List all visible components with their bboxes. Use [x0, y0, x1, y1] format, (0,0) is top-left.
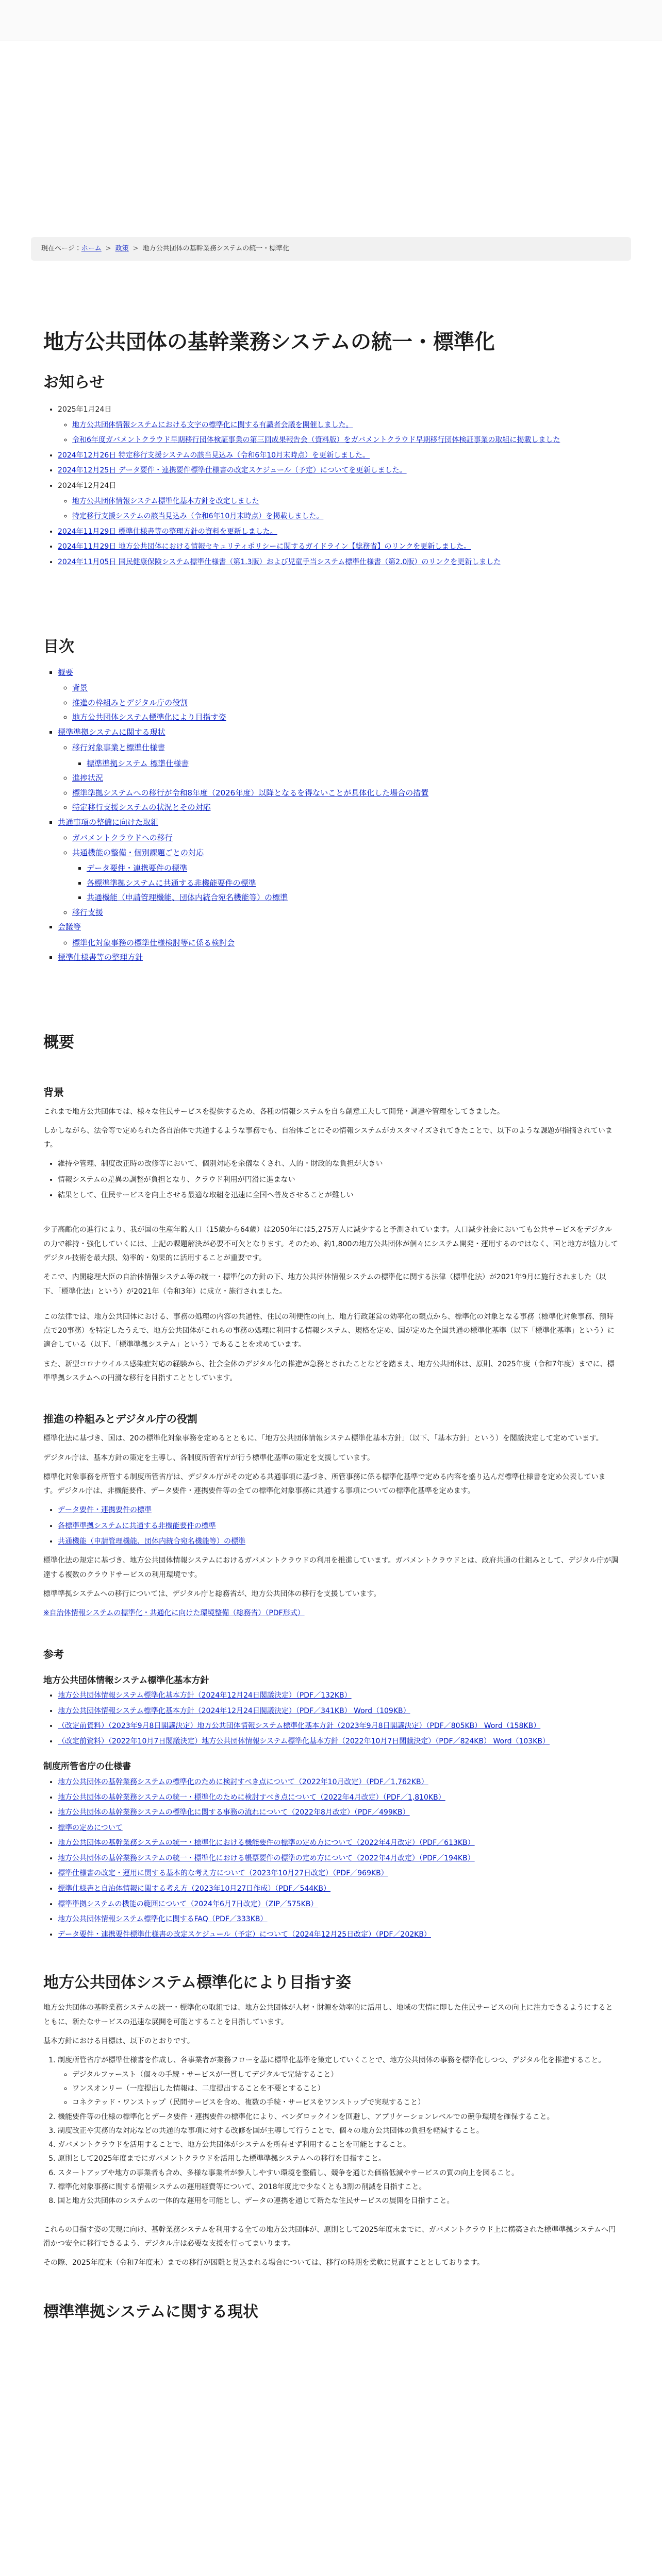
- table-of-contents: [43, 665, 619, 965]
- goal-item: [58, 2110, 619, 2124]
- toc-item: [87, 890, 619, 905]
- background-paragraph: これまで地方公共団体では、様々な住民サービスを提供するため、各種の情報システムを自ら創意工夫して開発・調達や管理をしてきました。: [43, 1107, 505, 1116]
- news-item: [58, 479, 619, 523]
- toc-item: [72, 696, 619, 710]
- goal-item-text: 原則として2025年度までにガバメントクラウドを活用した標準準拠システムへの移行を目指すこと。: [58, 2155, 386, 2163]
- toc-link[interactable]: 概要: [58, 667, 74, 677]
- breadcrumb-prefix: 現在ページ：: [41, 244, 81, 252]
- goal-heading: 地方公共団体システム標準化により目指す姿: [43, 1974, 351, 1992]
- reference-item: [58, 1735, 619, 1749]
- news-item-text[interactable]: 2024年12月26日 特定移行支援システムの該当見込み（令和6年10月末時点）を更新しました。: [58, 451, 370, 460]
- news-section: [43, 403, 619, 569]
- reference-subheading: 地方公共団体情報システム標準化基本方針: [43, 1675, 209, 1686]
- framework-paragraph: 標準準拠システムへの移行については、デジタル庁と総務省が、地方公共団体の移行を支援しています。: [43, 1589, 381, 1598]
- news-heading: お知らせ: [43, 374, 105, 392]
- framework-link[interactable]: データ要件・連携要件の標準: [58, 1506, 152, 1515]
- news-list: [43, 403, 619, 569]
- reference-link[interactable]: 標準仕様書と自治体情報に関する考え方（2023年10月27日作成）（PDF／544KB）: [58, 1885, 331, 1893]
- goal-section: [43, 2001, 619, 2270]
- toc-link[interactable]: 標準準拠システムへの移行が令和8年度（2026年度）以降となるを得ないことが具体化した場合の措置: [72, 788, 429, 798]
- reference-item: [58, 1821, 619, 1835]
- toc-item: [87, 756, 619, 771]
- news-item: [58, 525, 619, 539]
- framework-note-link[interactable]: ※自治体情報システムの標準化・共通化に向けた環境整備（総務省）（PDF形式）: [43, 1609, 305, 1618]
- goal-item: [58, 2138, 619, 2152]
- news-item-text[interactable]: 2024年11月29日 地方公共団体における情報セキュリティポリシーに関するガイドライン【総務省】のリンクを更新しました。: [58, 543, 471, 551]
- toc-item: [58, 725, 619, 815]
- reference-subheading: 制度所管省庁の仕様書: [43, 1761, 131, 1772]
- reference-link[interactable]: 地方公共団体の基幹業務システムの統一・標準化のために検討すべき点について（2022年4月改定）（PDF／1,810KB）: [58, 1793, 445, 1802]
- framework-link[interactable]: 各標準準拠システムに共通する非機能要件の標準: [58, 1521, 216, 1530]
- goal-item-text: 国と地方公共団体のシステムの一体的な運用を可能とし、データの連携を通じて新たな住民サービスの展開を目指すこと。: [58, 2197, 454, 2206]
- reference-list-1: [43, 1689, 619, 1748]
- news-subitem-link[interactable]: 特定移行支援システムの該当見込み（令和6年10月末時点）を掲載しました。: [72, 512, 324, 521]
- reference-heading: 参考: [43, 1648, 64, 1660]
- toc-link[interactable]: 会議等: [58, 922, 81, 932]
- goal-paragraph: 基本方針における目標は、以下のとおりです。: [43, 2037, 194, 2046]
- toc-link[interactable]: 標準準拠システム 標準仕様書: [87, 758, 189, 768]
- reference-link[interactable]: 地方公共団体の基幹業務システムの標準化のために検討すべき点について（2022年10月改定）（PDF／1,762KB）: [58, 1777, 428, 1786]
- reference-link[interactable]: 地方公共団体情報システム標準化基本方針（2024年12月24日閣議決定）（PDF／132KB）: [58, 1691, 352, 1700]
- background-paragraph: この法律では、地方公共団体における、事務の処理の内容の共通性、住民の利便性の向上、地方行政運営の効率化の観点から、標準化の対象となる事務（標準化対象事務、預時点で20事務）を特定したうえで、地方公共団体がこれらの事務の処理に利用する情報システム、規格を定め、国が定めた全国共通の標準化基準（以下「標準化基準」という）に適合している（以下、「標準準拠システム」という）であることを求めています。: [43, 1312, 615, 1349]
- breadcrumb-current: 地方公共団体の基幹業務システムの統一・標準化: [142, 244, 290, 252]
- goal-paragraph: その際、2025年度末（令和7年度末）までの移行が困難と見込まれる場合については、移行の時期を柔軟に見直すこととしております。: [43, 2259, 485, 2267]
- goal-item-text: 機能要件等の仕様の標準化とデータ要件・連携要件の標準化により、ベンダロックインを回避し、アプリケーションレベルでの競争環境を確保すること。: [58, 2112, 554, 2121]
- framework-paragraph: 標準化法に基づき、国は、20の標準化対象事務を定めるとともに、「地方公共団体情報システム標準化基本方針」（以下、「基本方針」という）を閣議決定して定めています。: [43, 1434, 603, 1443]
- toc-item: [87, 876, 619, 891]
- reference-item: [58, 1928, 619, 1942]
- breadcrumb-policy-link[interactable]: 政策: [115, 244, 129, 252]
- breadcrumb-separator-icon: >: [133, 244, 139, 252]
- toc-item: [72, 800, 619, 815]
- reference-item: [58, 1704, 619, 1718]
- framework-link[interactable]: 共通機能（申請管理機能、団体内統合宛名機能等）の標準: [58, 1537, 245, 1546]
- goal-item: [58, 2180, 619, 2194]
- toc-item: [72, 831, 619, 845]
- goal-item: [58, 2194, 619, 2208]
- framework-section: [43, 1432, 619, 1620]
- news-item-text: 2025年1月24日: [58, 405, 112, 414]
- toc-link[interactable]: 標準準拠システムに関する現状: [58, 727, 166, 737]
- toc-item: [72, 710, 619, 725]
- reference-link[interactable]: 標準準拠システムの機能の範囲について（2024年6月7日改定）（ZIP／575KB）: [58, 1900, 318, 1908]
- reference-link[interactable]: 地方公共団体の基幹業務システムの標準化に関する事務の流れについて（2022年8月改定）（PDF／499KB）: [58, 1808, 410, 1817]
- reference-item: [58, 1791, 619, 1805]
- toc-item: [58, 920, 619, 950]
- toc-link[interactable]: 背景: [72, 683, 88, 693]
- goal-item-text: ガバメントクラウドを活用することで、地方公共団体がシステムを所有せず利用することを可能とすること。: [58, 2141, 411, 2149]
- news-subitem: [72, 495, 619, 509]
- goal-subitem: ◦ コネクテッド・ワンストップ（民間サービスを含め、複数の手続・サービスをワンストップで実現すること）: [72, 2096, 619, 2110]
- news-item: [58, 540, 619, 554]
- reference-item: [58, 1912, 619, 1926]
- goal-item-text: 標準化対象事務に関する情報システムの運用経費等について、2018年度比で少なくとも3割の削減を目指すこと。: [58, 2183, 426, 2192]
- framework-paragraph: 標準化法の規定に基づき、地方公共団体情報システムにおけるガバメントクラウドの利用を推進しています。ガバメントクラウドとは、政府共通の仕組みとして、デジタル庁が調達する複数のクラウドサービスの利用環境です。: [43, 1556, 619, 1579]
- goal-list: [43, 2054, 619, 2208]
- breadcrumb-home-link[interactable]: ホーム: [81, 244, 102, 252]
- list-item: • 結果として、住民サービスを向上させる最適な取組を迅速に全国へ普及させることが難しい: [58, 1189, 619, 1202]
- issue-list: [43, 1157, 619, 1202]
- reference-item: [58, 1689, 619, 1703]
- toc-item: [72, 905, 619, 920]
- goal-item-text: 制度改正や実務的な対応などの共通的な事項に対する改修を国が主導して行うことで、個々の地方公共団体の負担を軽減すること。: [58, 2126, 484, 2135]
- framework-paragraph: デジタル庁は、基本方針の策定を主導し、各制度所管省庁が行う標準化基準の策定を支援しています。: [43, 1453, 375, 1462]
- news-item-text[interactable]: 2024年12月25日 データ要件・連携要件標準仕様書の改定スケジュール（予定）についてを更新しました。: [58, 466, 407, 475]
- toc-link[interactable]: 地方公共団体システム標準化により目指す姿: [72, 713, 226, 722]
- goal-item-text: スタートアップや地方の事業者も含め、多様な事業者が参入しやすい環境を整備し、競争を通じた価格低減やサービスの質の向上を図ること。: [58, 2168, 519, 2177]
- toc-link[interactable]: 移行支援: [72, 907, 104, 917]
- framework-paragraph: 標準化対象事務を所管する制度所管省庁は、デジタル庁がその定める共通事項に基づき、所管事務に係る標準化基準で定める内容を盛り込んだ標準仕様書を定め公表しています。デジタル庁は、非機能要件、データ要件・連携要件等の全ての標準化対象事務に共通する事項についての標準化基準を定めます。: [43, 1472, 606, 1496]
- reference-link[interactable]: 地方公共団体情報システム標準化基本方針（2024年12月24日閣議決定）（PDF／341KB） Word（109KB）: [58, 1706, 410, 1715]
- reference-item: [58, 1719, 619, 1733]
- overview-heading: 概要: [43, 1033, 74, 1052]
- goal-item-text: 制度所管省庁が標準仕様書を作成し、各事業者が業務フローを基に標準化基準を策定していくことで、地方公共団体の事務を標準化しつつ、デジタル化を推進すること。: [58, 2056, 606, 2065]
- toc-item: [72, 740, 619, 771]
- reference-item: [58, 1836, 619, 1850]
- toc-link[interactable]: データ要件・連携要件の標準: [87, 863, 188, 873]
- toc-item: [58, 950, 619, 965]
- reference-link[interactable]: 地方公共団体情報システム標準化に関するFAQ（PDF／333KB）: [58, 1915, 268, 1924]
- breadcrumb-separator-icon: >: [105, 244, 111, 252]
- goal-paragraph: これらの目指す姿の実現に向け、基幹業務システムを利用する全ての地方公共団体が、原則として2025年度末までに、ガバメントクラウド上に構築された標準準拠システムへ円滑かつ安全に移行できるよう、デジタル庁は必要な支援を行ってまいります。: [43, 2225, 616, 2248]
- toc-link[interactable]: 共通機能の整備・個別課題ごとの対応: [72, 848, 204, 857]
- reference-link[interactable]: データ要件・連携要件標準仕様書の改定スケジュール（予定）について（2024年12月25日改定）（PDF／202KB）: [58, 1930, 431, 1939]
- goal-item: [58, 2166, 619, 2180]
- news-subitem: [72, 433, 619, 447]
- toc-link[interactable]: 特定移行支援システムの状況とその対応: [72, 803, 211, 812]
- background-paragraph: 少子高齢化の進行により、我が国の生産年齢人口（15歳から64歳）は2050年には5,275万人に減少すると予測されています。人口減少社会においても公共サービスをデジタルの力で維持・強化していくには、上記の課題解決が必要不可欠となります。そのため、約1,800の地方公共団体が個々にシステム開発・運用するのではなく、国と地方が協力してデジタル技術を最大限、効率的・効果的に活用することが重要です。: [43, 1226, 618, 1262]
- toc-link[interactable]: 各標準準拠システムに共通する非機能要件の標準: [87, 878, 256, 888]
- reference-link[interactable]: 地方公共団体の基幹業務システムの統一・標準化における帳票要件の標準の定め方について（2022年4月改定）（PDF／194KB）: [58, 1854, 475, 1862]
- goal-item: [58, 2124, 619, 2138]
- breadcrumb: [31, 237, 631, 261]
- news-item-text[interactable]: 2024年11月29日 標準仕様書等の整理方針の資料を更新しました。: [58, 527, 277, 536]
- toc-link[interactable]: 移行対象事業と標準仕様書: [72, 743, 166, 753]
- reference-item: [58, 1897, 619, 1911]
- news-item-text[interactable]: 2024年11月05日 国民健康保険システム標準仕様書（第1.3版）および児童手当システム標準仕様書（第2.0版）のリンクを更新しました: [58, 557, 501, 566]
- news-item: [58, 464, 619, 478]
- reference-list-2: [43, 1775, 619, 1942]
- status-heading: 標準準拠システムに関する現状: [43, 2302, 258, 2321]
- toc-item: [72, 681, 619, 696]
- toc-item: [87, 861, 619, 876]
- reference-item: [58, 1775, 619, 1789]
- framework-link-list: [43, 1503, 619, 1549]
- page-title: 地方公共団体の基幹業務システムの統一・標準化: [43, 330, 495, 354]
- toc-item: [72, 936, 619, 951]
- reference-item: [58, 1806, 619, 1820]
- framework-heading: 推進の枠組みとデジタル庁の役割: [43, 1413, 197, 1426]
- toc-link[interactable]: 共通事項の整備に向けた取組: [58, 817, 159, 827]
- reference-item: [58, 1852, 619, 1866]
- background-section: [43, 1105, 619, 1386]
- news-subitem: [72, 510, 619, 523]
- news-subitem: [72, 418, 619, 432]
- news-item-text: 2024年12月24日: [58, 481, 117, 490]
- reference-link[interactable]: （改定前資料）（2023年9月8日閣議決定）地方公共団体情報システム標準化基本方針（2023年9月8日閣議決定）（PDF／805KB） Word（158KB）: [58, 1722, 541, 1731]
- site-header: [0, 0, 662, 41]
- reference-link[interactable]: 標準仕様書の改定・運用に関する基本的な考え方について（2023年10月27日改定）（PDF／969KB）: [58, 1869, 388, 1878]
- list-item: • 維持や管理、制度改正時の改修等において、個別対応を余儀なくされ、人的・財政的な負担が大きい: [58, 1157, 619, 1171]
- goal-paragraph: 地方公共団体の基幹業務システムの統一・標準化の取組では、地方公共団体が人材・財源を効率的に活用し、地域の実情に即した住民サービスの向上に注力できるようにするとともに、新たなサービスの迅速な展開を可能とすることを目指しています。: [43, 2004, 613, 2026]
- toc-item: [58, 665, 619, 725]
- goal-subitem: ◦ デジタルファースト（個々の手続・サービスが一貫してデジタルで完結すること）: [72, 2068, 619, 2082]
- toc-link[interactable]: 進捗状況: [72, 773, 104, 783]
- reference-link[interactable]: 地方公共団体の基幹業務システムの統一・標準化における機能要件の標準の定め方について（2022年4月改定）（PDF／613KB）: [58, 1839, 475, 1848]
- background-paragraph: また、新型コロナウイルス感染症対応の経験から、社会全体のデジタル化の推進が急務とされたことなどを踏まえ、地方公共団体は、原則、2025年度（令和7年度）までに、標準準拠システムへの円滑な移行を目指すこととしています。: [43, 1360, 615, 1382]
- reference-link[interactable]: 標準の定めについて: [58, 1823, 123, 1832]
- goal-subitem: ◦ ワンスオンリー（一度提出した情報は、二度提出することを不要とすること）: [72, 2082, 619, 2096]
- news-item: [58, 555, 619, 569]
- toc-item: [58, 815, 619, 920]
- goal-item: [58, 2152, 619, 2166]
- reference-item: [58, 1867, 619, 1880]
- toc-heading: 目次: [43, 637, 74, 656]
- toc-item: [72, 771, 619, 786]
- background-paragraph: しかしながら、法令等で定められた各自治体で共通するような事務でも、自治体ごとにその情報システムがカスタマイズされてきたことで、以下のような課題が指摘されています。: [43, 1126, 613, 1149]
- list-item: • 情報システムの差異の調整が負担となり、クラウド利用が円滑に進まない: [58, 1173, 619, 1187]
- goal-item: [58, 2054, 619, 2110]
- news-item: [58, 449, 619, 463]
- news-subitem-link[interactable]: 令和6年度ガバメントクラウド早期移行団体検証事業の第三回成果報告会（資料版）をガバメントクラウド早期移行団体検証事業の取組に掲載しました: [72, 436, 560, 445]
- background-heading: 背景: [43, 1086, 64, 1098]
- toc-item: [72, 845, 619, 905]
- toc-link[interactable]: ガバメントクラウドへの移行: [72, 833, 173, 843]
- news-subitem-link[interactable]: 地方公共団体情報システム標準化基本方針を改定しました: [72, 497, 259, 505]
- toc-item: [72, 786, 619, 801]
- reference-item: [58, 1882, 619, 1896]
- background-paragraph: そこで、内閣総理大臣の自治体情報システム等の統一・標準化の方針の下、地方公共団体情報システムの標準化に関する法律（標準化法）が2021年9月に施行されました（以下、「標準化法」という）が2021年（令和3年）に成立・施行されました。: [43, 1273, 606, 1296]
- reference-link[interactable]: （改定前資料）（2022年10月7日閣議決定）地方公共団体情報システム標準化基本方針（2022年10月7日閣議決定）（PDF／824KB） Word（103KB）: [58, 1737, 550, 1745]
- toc-link[interactable]: 標準化対象事務の標準仕様検討等に係る検討会: [72, 938, 235, 947]
- toc-link[interactable]: 共通機能（申請管理機能、団体内統合宛名機能等）の標準: [87, 893, 288, 903]
- toc-link[interactable]: 標準仕様書等の整理方針: [58, 953, 143, 962]
- news-subitem-link[interactable]: 地方公共団体情報システムにおける文字の標準化に関する有識者会議を開催しました。: [72, 420, 353, 429]
- news-item: [58, 403, 619, 447]
- toc-link[interactable]: 推進の枠組みとデジタル庁の役割: [72, 698, 188, 707]
- toc-list: [43, 665, 619, 965]
